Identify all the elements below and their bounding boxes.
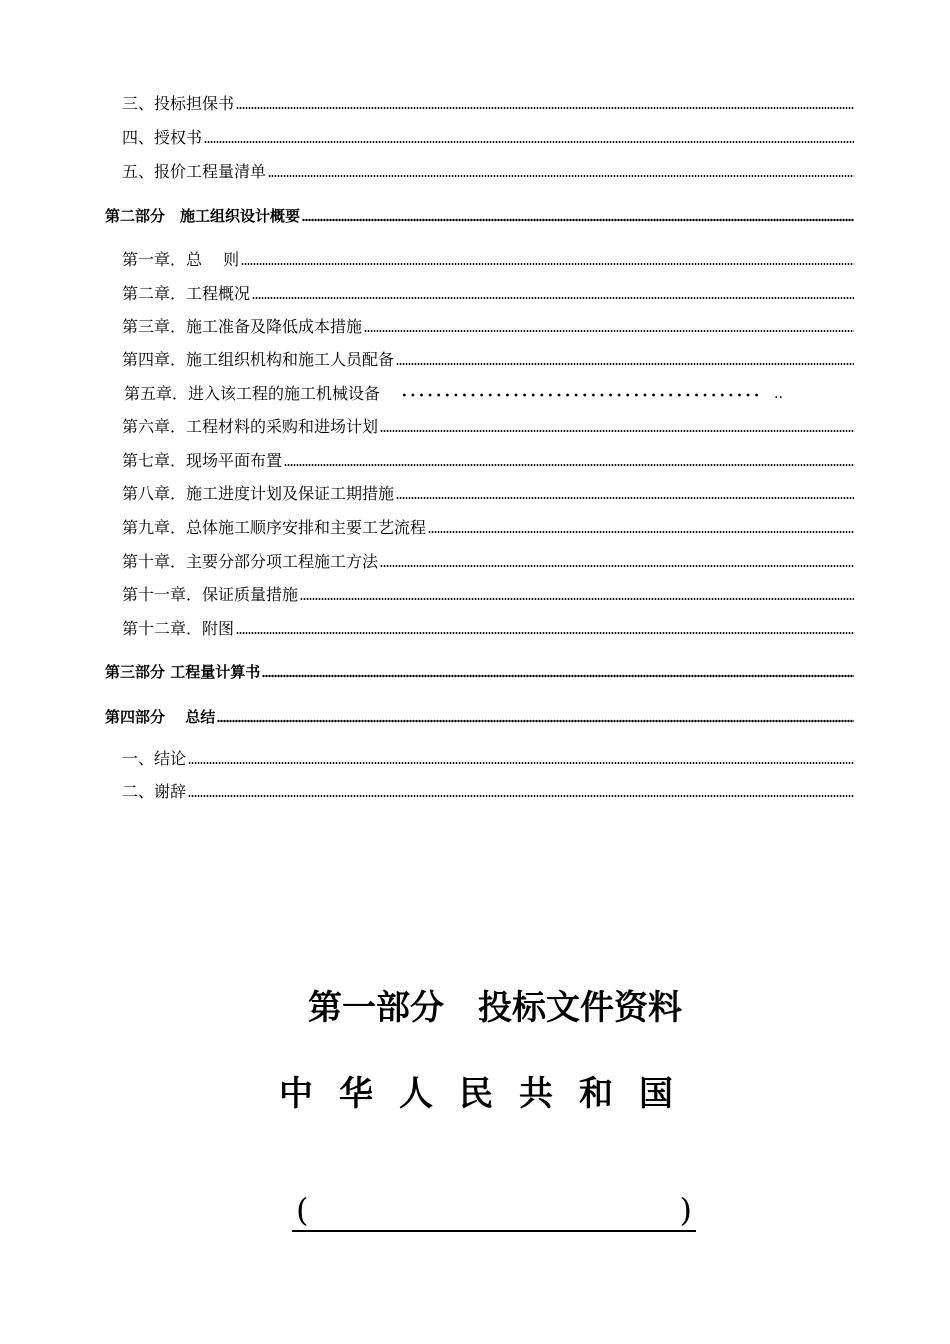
toc-part-heading[interactable]: [105, 660, 854, 682]
toc-item[interactable]: [122, 482, 854, 504]
toc-part-heading[interactable]: [105, 705, 854, 727]
toc-leader-dots: [217, 719, 854, 723]
toc-item-label: 五、报价工程量清单: [122, 162, 267, 181]
toc-leader-dots: [252, 296, 854, 300]
toc-leader-dots: [241, 262, 854, 266]
toc-item-label: 第三章．施工准备及降低成本措施: [122, 317, 363, 336]
toc-item[interactable]: [122, 583, 854, 605]
toc-item-label: 二、谢辞: [122, 782, 187, 801]
toc-leader-dots: [396, 496, 854, 500]
toc-item[interactable]: [122, 248, 854, 270]
toc-leader-dots: [300, 597, 854, 601]
toc-leader-dots: [380, 429, 854, 433]
toc-item-label: 第四章．施工组织机构和施工人员配备: [122, 350, 395, 369]
toc-item-label: 第六章．工程材料的采购和进场计划: [122, 417, 379, 436]
toc-leader-dots: [400, 392, 762, 398]
close-paren: ): [679, 1191, 692, 1229]
toc-item[interactable]: [122, 617, 854, 639]
toc-item-label: 第二部分 施工组织设计概要: [105, 207, 301, 225]
toc-item[interactable]: [122, 126, 854, 148]
toc-item[interactable]: [122, 160, 854, 182]
toc-item-label: 四、授权书: [122, 128, 203, 147]
toc-item-label: 三、投标担保书: [122, 94, 235, 113]
toc-leader-dots: [262, 674, 854, 678]
toc-item[interactable]: [122, 315, 854, 337]
toc-item-label: 一、结论: [122, 749, 187, 768]
toc-leader-dots: [428, 530, 854, 534]
toc-leader-dots: [236, 106, 854, 110]
toc-item[interactable]: [122, 747, 854, 769]
toc-leader-dots: [236, 631, 854, 635]
toc-leader-dots: [380, 564, 854, 568]
toc-item-tail: ..: [774, 386, 783, 402]
toc-item-label: 第一章．总 则: [122, 250, 240, 269]
toc-item[interactable]: [124, 382, 844, 404]
toc-leader-dots: [302, 218, 854, 222]
blank-fill-field[interactable]: [292, 1190, 696, 1232]
toc-item-label: 第八章．施工进度计划及保证工期措施: [122, 484, 395, 503]
toc-item[interactable]: [122, 516, 854, 538]
toc-item-label: 第七章．现场平面布置: [122, 451, 283, 470]
toc-leader-dots: [396, 362, 854, 366]
toc-item-label: 第二章．工程概况: [122, 284, 251, 303]
toc-leader-dots: [268, 174, 854, 178]
toc-item[interactable]: [122, 449, 854, 471]
toc-leader-dots: [364, 329, 854, 333]
toc-leader-dots: [284, 463, 854, 467]
toc-item[interactable]: [122, 282, 854, 304]
toc-item-label: 第四部分 总结: [105, 708, 216, 726]
toc-leader-dots: [188, 761, 854, 765]
section-title: 第一部分 投标文件资料: [308, 988, 682, 1028]
toc-item-label: 第三部分 工程量计算书: [105, 663, 261, 681]
toc-item[interactable]: [122, 348, 854, 370]
toc-item[interactable]: [122, 780, 854, 802]
open-paren: (: [296, 1191, 309, 1229]
toc-leader-dots: [188, 794, 854, 798]
toc-leader-dots: [204, 140, 854, 144]
toc-item[interactable]: [122, 550, 854, 572]
toc-item-label: 第十二章．附图: [122, 619, 235, 638]
toc-part-heading[interactable]: [105, 204, 854, 226]
toc-item[interactable]: [122, 415, 854, 437]
toc-item-label: 第十一章．保证质量措施: [122, 585, 299, 604]
toc-item-label: 第十章．主要分部分项工程施工方法: [122, 552, 379, 571]
toc-item-label: 第五章．进入该工程的施工机械设备: [124, 384, 381, 403]
toc-item[interactable]: [122, 92, 854, 114]
country-heading: 中华人民共和国: [279, 1074, 699, 1114]
toc-item-label: 第九章．总体施工顺序安排和主要工艺流程: [122, 518, 427, 537]
